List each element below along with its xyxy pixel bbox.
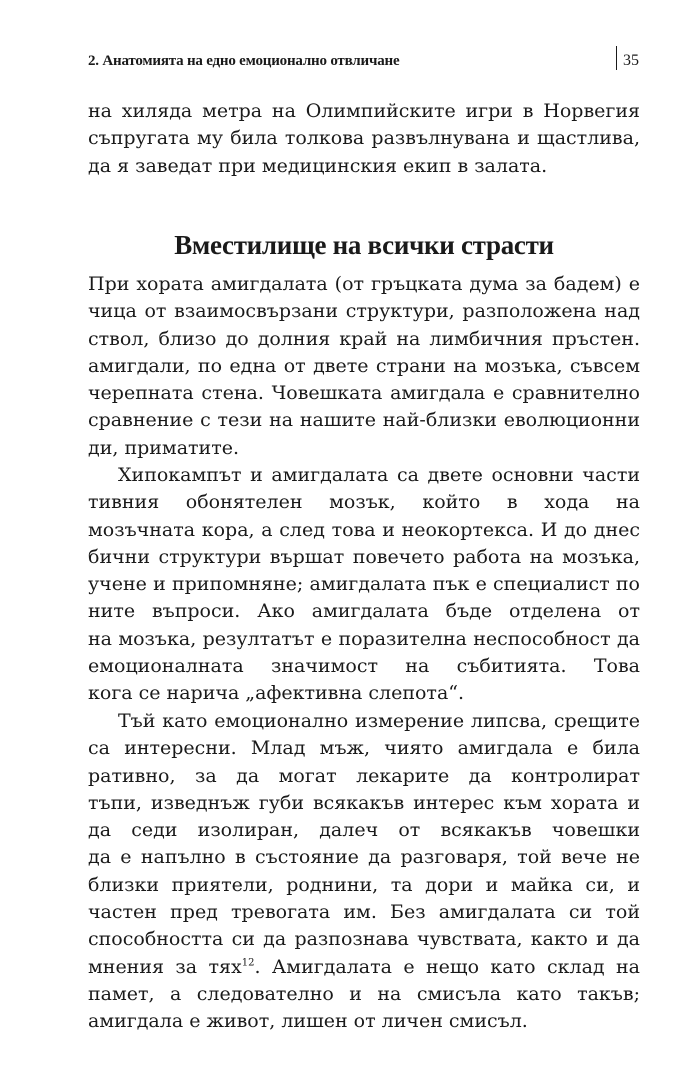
text-line: При хората амигдалата (от гръцката дума за бадем) е (88, 273, 640, 295)
text-line: Тъй като емоционално измерение липсва, срещите (118, 710, 640, 732)
header-divider (616, 46, 617, 70)
paragraph-1 (88, 271, 640, 462)
text-line: кога се нарича „афективна слепота“. (88, 682, 465, 705)
text-line: амигдала е живот, лишен от личен смисъл. (88, 1010, 528, 1033)
running-header (88, 52, 640, 74)
text-line: са интересни. Млад мъж, чиято амигдала е била (88, 737, 640, 760)
intro-paragraph (88, 98, 640, 180)
text-line: ните въпроси. Ако амигдалата бъде отделена от (88, 600, 640, 623)
text-line: амигдали, по една от двете страни на мозъка, съвсем (88, 354, 640, 377)
text-line: учене и припомняне; амигдалата пък е специалист по (88, 573, 640, 596)
text-fragment: . Амигдалата е нещо като склад на (254, 955, 640, 978)
text-line: тъпи, изведнъж губи всякакъв интерес към хората и (88, 791, 640, 814)
text-line: ствол, близо до долния край на лимбичния пръстен. (88, 327, 640, 350)
text-line: ративно, за да могат лекарите да контролират (88, 764, 640, 787)
text-line: бични структури вършат повечето работа на мозъка, (88, 545, 640, 568)
text-line: памет, а следователно и на смисъла като такъв; (88, 982, 640, 1005)
paragraph-3 (88, 708, 640, 1036)
section-heading: Вместилище на всички страсти (174, 230, 554, 260)
text-line: да я заведат при медицинския екип в залата. (88, 154, 548, 177)
text-line: сравнение с тези на нашите най-близки еволюционни (88, 409, 640, 432)
text-line: да седи изолиран, далеч от всякакъв човешки (88, 819, 640, 842)
text-line: Хипокампът и амигдалата са двете основни части (118, 464, 640, 486)
text-line: тивния обонятелен мозък, който в хода на (88, 491, 640, 514)
footnote-reference[interactable]: 12 (241, 957, 255, 969)
text-line: мозъчната кора, а след това и неокортекса. И до днес (88, 518, 640, 541)
chapter-running-title: 2. Анатомията на едно емоционално отвличане (88, 53, 400, 69)
text-line: на мозъка, резултатът е поразителна неспособност да (88, 627, 640, 650)
text-line: способността си да разпознава чувствата, както и да (88, 928, 640, 951)
text-line: близки приятели, роднини, та дори и майка си, и (88, 873, 640, 896)
text-line-with-footnote (88, 954, 640, 981)
text-line: частен пред тревогата им. Без амигдалата си той (88, 901, 640, 924)
text-line: черепната стена. Човешката амигдала е сравнително (88, 382, 640, 405)
paragraph-2 (88, 462, 640, 708)
page-number: 35 (623, 52, 639, 69)
text-line: съпругата му била толкова развълнувана и щастлива, (88, 127, 640, 150)
text-line: чица от взаимосвързани структури, разположена над (88, 300, 640, 323)
text-line: да е напълно в състояние да разговаря, той вече не (88, 846, 640, 869)
text-line: ди, приматите. (88, 436, 240, 459)
text-line: на хиляда метра на Олимпийските игри в Норвегия (88, 100, 640, 122)
text-fragment: мнения за тях (88, 955, 242, 978)
text-line: емоционалната значимост на събитията. Това (88, 655, 640, 678)
